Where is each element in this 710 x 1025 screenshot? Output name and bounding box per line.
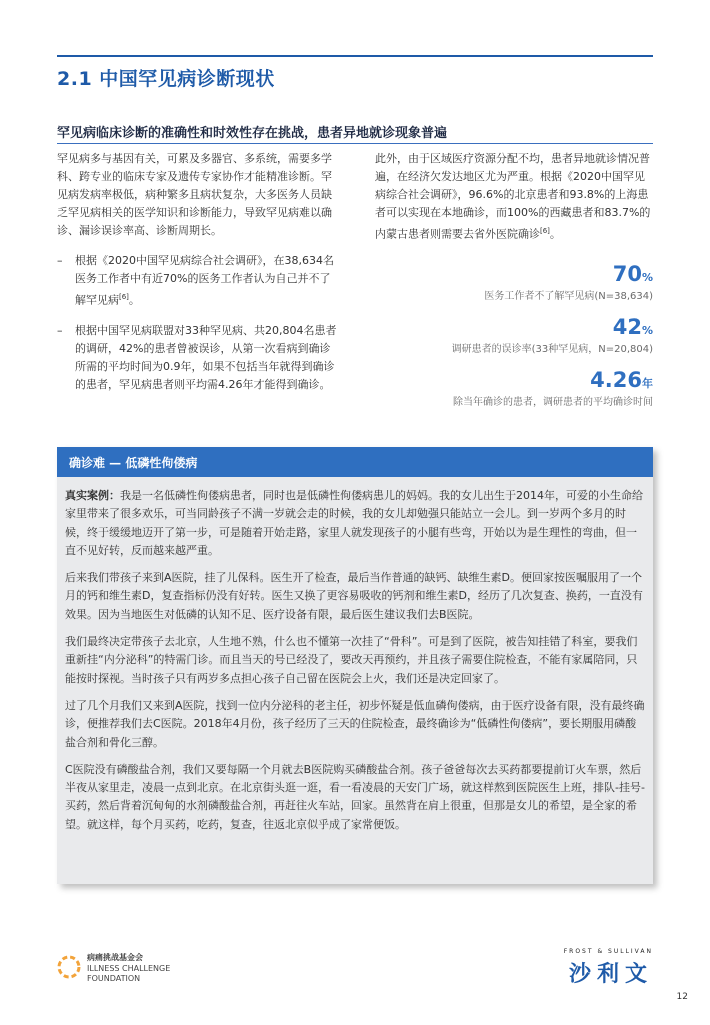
subheading-rule — [57, 143, 653, 144]
stat-callout — [452, 315, 653, 357]
stat-value: 4.26年 — [590, 368, 653, 392]
case-box-body — [65, 487, 645, 843]
left-column — [57, 150, 337, 394]
case-paragraph: 过了几个月我们又来到A医院，找到一位内分泌科的老主任，初步怀疑是低血磷佝偻病，由于医疗设备有限，没有最终确诊，便推荐我们去C医院。2018年4月份，孩子经历了三天的住院检查，最终确诊为“低磷性佝偻病”，要长期服用磷酸盐合剂和骨化三醇。 — [65, 698, 645, 749]
stat-callout — [453, 368, 653, 410]
logo-en-text: ILLNESS CHALLENGE — [87, 964, 171, 973]
stat-callout — [484, 262, 653, 304]
illness-challenge-logo — [57, 953, 207, 987]
right-paragraph-tail: 。 — [549, 227, 561, 241]
case-paragraph: 后来我们带孩子来到A医院，挂了儿保科。医生开了检查，最后当作普通的缺钙、缺维生素D。便回家按医嘱服用了一个月的钙和维生素D，复查指标仍没有好转。医生又换了更容易吸收的钙剂和维生素D，经历了几次复查、换药，一直没有效果。因为当地医生对低磷的认知不足、医疗设备有限，最后医生建议我们去B医院。 — [65, 571, 643, 621]
right-paragraph — [375, 150, 653, 244]
case-paragraph: C医院没有磷酸盐合剂，我们又要每隔一个月就去B医院购买磷酸盐合剂。孩子爸爸每次去买药都要提前订火车票，然后半夜从家里走，凌晨一点到北京。在北京街头逛一逛，看一看凌晨的天安门广场，就这样熬到医院医生上班，排队-挂号-买药，然后背着沉甸甸的水剂磷酸盐合剂，再赶往火车站，回家。虽然背在肩上很重，但那是女儿的希望，是全家的希望。就这样，每个月买药，吃药，复查，往返北京似乎成了家常便饭。 — [65, 762, 645, 831]
logo-en-text: FOUNDATION — [87, 974, 141, 983]
case-box-title: 确诊难 — 低磷性佝偻病 — [69, 456, 198, 470]
stat-label: 调研患者的误诊率(33种罕见病，N=20,804) — [451, 344, 653, 355]
case-lead: 真实案例： — [65, 489, 120, 502]
bullet-text: 根据《2020中国罕见病综合社会调研》，在38,634名医务工作者中有近70%的医务工作者认为自己并不了解罕见病 — [75, 254, 334, 307]
case-study-box — [57, 447, 653, 884]
right-column — [375, 150, 653, 244]
page-title: 2.1 中国罕见病诊断现状 — [57, 68, 275, 90]
bullet-tail: 。 — [128, 293, 140, 307]
page-number: 12 — [676, 992, 688, 1002]
case-paragraph: 真实案例：我是一名低磷性佝偻病患者，同时也是低磷性佝偻病患儿的妈妈。我的女儿出生于2014年，可爱的小生命给家里带来了很多欢乐，可当同龄孩子不满一岁就会走的时候，我的女儿却勉强只能站立一会儿。到一岁两个多月的时候，终于缓缓地迈开了第一步，可是随着开始走路，家里人就发现孩子的小腿有些弯，开始以为是生理性的弯曲，但一直不见好转，反而越来越严重。 — [65, 489, 643, 557]
frost-sullivan-logo: 沙利文 — [568, 962, 653, 987]
bullet-dash: – — [57, 323, 63, 337]
foundation-logo-icon — [57, 955, 81, 979]
header-rule — [57, 55, 653, 57]
bullet-dash: – — [57, 254, 63, 267]
bullet-item — [57, 322, 337, 394]
citation-ref: [6] — [119, 293, 129, 301]
case-paragraph: 我们最终决定带孩子去北京，人生地不熟，什么也不懂第一次挂了“骨科”。可是到了医院，被告知挂错了科室，要我们重新挂“内分泌科”的特需门诊。而且当天的号已经没了，要改天再预约，并且孩子需要住院检查，不能有家属陪同，只能按时探视。当时孩子只有两岁多点担心孩子自己留在医院会上火，我们还是决定回家了。 — [65, 635, 638, 685]
left-paragraph: 罕见病多与基因有关，可累及多器官、多系统，需要多学科、跨专业的临床专家及遗传专家协作才能精准诊断。罕见病发病率极低，病种繁多且病状复杂，大多医务人员缺乏罕见病相关的医学知识和诊断能力，导致罕见病难以确诊、漏诊误诊率高、诊断周期长。 — [57, 152, 332, 237]
stat-label: 除当年确诊的患者，调研患者的平均确诊时间 — [453, 397, 653, 408]
frost-sullivan-logo-text: FROST & SULLIVAN — [563, 948, 653, 955]
stat-value: 42% — [612, 315, 653, 339]
logo-cn-text: 病痛挑战基金会 — [87, 953, 143, 962]
citation-ref: [6] — [540, 227, 550, 235]
bullet-item — [57, 252, 337, 310]
case-box-header — [57, 447, 653, 477]
bullet-text: 根据中国罕见病联盟对33种罕见病、共20,804名患者的调研，42%的患者曾被误诊，从第一次看病到确诊所需的平均时间为0.9年，如果不包括当年就得到确诊的患者，罕见病患者则平均需4.26年才能得到确诊。 — [75, 323, 337, 391]
section-subheading: 罕见病临床诊断的准确性和时效性存在挑战，患者异地就诊现象普遍 — [57, 126, 448, 141]
stat-value: 70% — [612, 262, 653, 286]
stat-label: 医务工作者不了解罕见病(N=38,634) — [484, 291, 653, 302]
right-paragraph-text: 此外，由于区域医疗资源分配不均，患者异地就诊情况普遍，在经济欠发达地区尤为严重。根据《2020中国罕见病综合社会调研》，96.6%的北京患者和93.8%的上海患者可以实现在本地确诊，而100%的西藏患者和83.7%的内蒙古患者则需要去省外医院确诊 — [375, 152, 651, 241]
